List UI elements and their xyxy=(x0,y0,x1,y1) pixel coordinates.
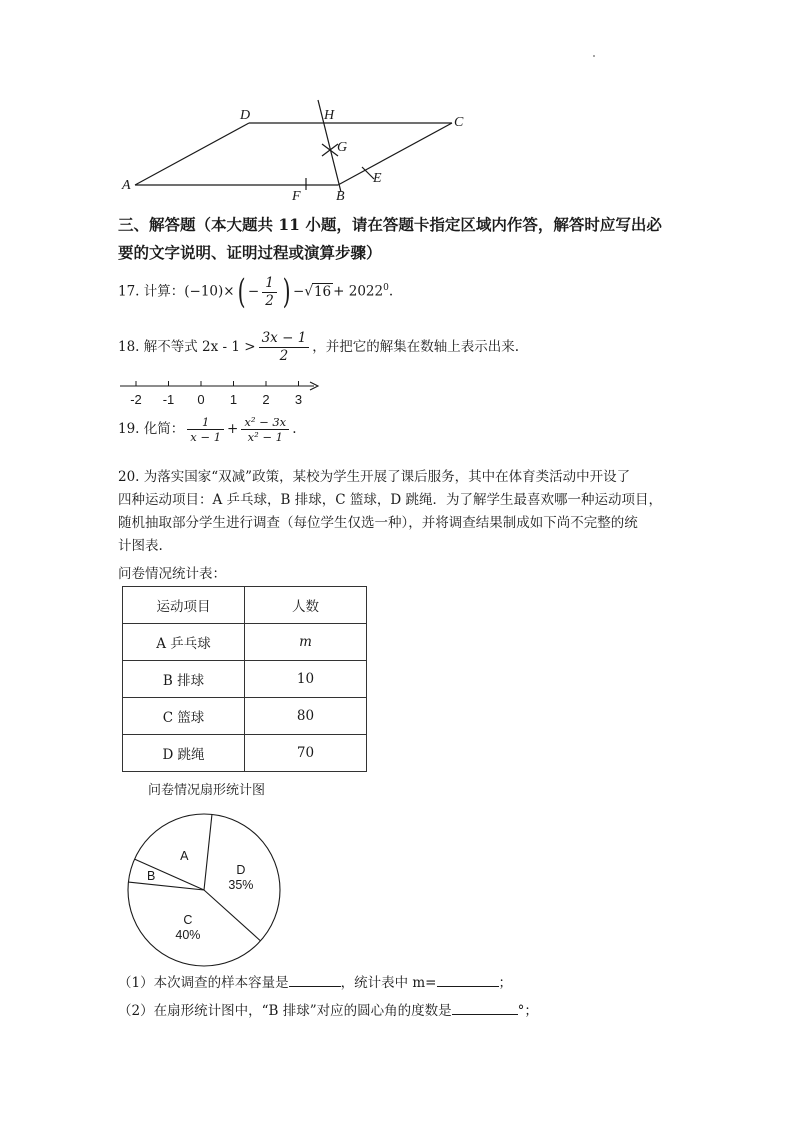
label-h: H xyxy=(324,108,335,123)
table-row xyxy=(123,624,367,661)
q18-fraction xyxy=(259,330,310,365)
q17-frac-num: 1 xyxy=(262,275,277,293)
pie-slice-label-b: B xyxy=(146,868,156,883)
label-d: D xyxy=(240,108,251,123)
subquestion-1 xyxy=(118,972,512,993)
q19-fraction1 xyxy=(187,415,224,444)
pie-slice-label-c: C xyxy=(183,913,193,928)
q17-paren-left: ( xyxy=(237,272,246,312)
number-line-label: 2 xyxy=(262,392,270,407)
question-20 xyxy=(118,466,678,558)
pie-slice-percent-c: 40% xyxy=(175,928,201,943)
q19-frac2-num: x² − 3x xyxy=(241,415,289,430)
label-c: C xyxy=(454,115,464,130)
pie-slice-boundary-a xyxy=(135,859,204,890)
pie-chart-title: 问卷情况扇形统计图 xyxy=(148,783,266,798)
subquestion-2 xyxy=(118,1000,538,1021)
segment-ad xyxy=(135,123,249,185)
q18-frac-num: 3x − 1 xyxy=(259,330,310,348)
table-row xyxy=(123,661,367,698)
pie-chart xyxy=(124,810,284,970)
sub2-blank-angle[interactable] xyxy=(452,1000,518,1015)
pie-slice-boundary-d xyxy=(204,814,212,890)
number-line-label: -2 xyxy=(130,392,142,407)
q18-suffix: ，并把它的解集在数轴上表示出来. xyxy=(312,339,520,355)
q17-plus-term: + 2022 xyxy=(333,283,384,300)
q18-frac-den: 2 xyxy=(279,348,289,364)
label-f: F xyxy=(292,189,301,204)
q19-frac2-den: x² − 1 xyxy=(247,430,283,444)
q19-fraction2 xyxy=(241,415,289,444)
table-header-item: 运动项目 xyxy=(123,587,245,624)
q19-prefix: 19. 化简： xyxy=(118,421,185,437)
section-title xyxy=(118,211,678,267)
sub1-text-c: ； xyxy=(498,975,512,991)
table-header-count: 人数 xyxy=(245,587,367,624)
label-a: A xyxy=(122,178,131,193)
q20-line3: 随机抽取部分学生进行调查（每位学生仅选一种），并将调查结果制成如下尚不完整的统 xyxy=(118,515,638,531)
q17-minus: − xyxy=(293,283,305,300)
pie-slice-boundary-c xyxy=(204,890,260,941)
q17-neg: − xyxy=(247,283,260,300)
scan-dot xyxy=(593,55,595,57)
q17-fraction xyxy=(262,275,277,310)
question-17 xyxy=(118,272,393,312)
q20-line2: 四种运动项目：A 乒乓球，B 排球，C 篮球，D 跳绳．为了解学生最喜欢哪一种运动项目， xyxy=(118,492,662,508)
q17-sqrt-symbol: √ xyxy=(304,283,313,300)
sub1-blank-sample-size[interactable] xyxy=(289,972,341,987)
number-line-label: 0 xyxy=(197,392,205,407)
section-title-line1: 三、解答题（本大题共 11 小题，请在答题卡指定区域内作答，解答时应写出必 xyxy=(118,215,662,234)
sub2-text-a: （2）在扇形统计图中，“B 排球”对应的圆心角的度数是 xyxy=(118,1003,452,1019)
pie-slice-label-d: D xyxy=(236,862,246,877)
sub1-text-b: ，统计表中 m= xyxy=(340,975,437,991)
table-cell-item: C 篮球 xyxy=(123,698,245,735)
pie-slice-label-a: A xyxy=(180,848,189,863)
sub1-blank-m[interactable] xyxy=(437,972,499,987)
q17-paren-right: ) xyxy=(282,272,291,312)
table-cell-count: m xyxy=(245,624,367,661)
table-cell-item: B 排球 xyxy=(123,661,245,698)
table-cell-count: 80 xyxy=(245,698,367,735)
sub1-text-a: （1）本次调查的样本容量是 xyxy=(118,975,289,991)
q19-end: . xyxy=(292,421,297,437)
number-line-label: 1 xyxy=(229,392,238,407)
table-row xyxy=(123,698,367,735)
number-line-label: -1 xyxy=(162,392,175,407)
sub2-text-b: °； xyxy=(517,1003,538,1019)
question-18 xyxy=(118,330,519,365)
q17-prefix: 17. 计算： xyxy=(118,283,185,300)
q20-line1: 20. 为落实国家“双减”政策，某校为学生开展了课后服务，其中在体育类活动中开设了 xyxy=(118,469,631,485)
q19-frac1-num: 1 xyxy=(187,415,224,430)
table-cell-item: D 跳绳 xyxy=(123,735,245,772)
pie-slice-percent-d: 35% xyxy=(228,877,254,892)
q17-sqrt-arg: 16 xyxy=(313,283,332,300)
table-caption: 问卷情况统计表： xyxy=(118,566,226,582)
q17-frac-den: 2 xyxy=(265,292,274,309)
segment-cb xyxy=(338,123,452,185)
label-g: G xyxy=(337,140,348,155)
parallelogram-figure xyxy=(110,92,490,204)
label-b: B xyxy=(336,189,345,204)
q19-frac1-den: x − 1 xyxy=(190,430,222,444)
section-title-line2: 要的文字说明、证明过程或演算步骤） xyxy=(118,243,382,262)
number-line-label: 3 xyxy=(294,392,303,407)
number-line xyxy=(118,375,328,411)
table-row xyxy=(123,735,367,772)
stats-table xyxy=(122,586,367,772)
q17-term1: (−10)× xyxy=(184,283,235,300)
q20-line4: 计图表. xyxy=(118,538,163,554)
table-cell-count: 70 xyxy=(245,735,367,772)
label-e: E xyxy=(373,171,382,186)
q17-end: . xyxy=(388,283,394,300)
question-19 xyxy=(118,415,296,444)
pie-slice-boundary-b xyxy=(128,882,204,890)
table-cell-count: 10 xyxy=(245,661,367,698)
table-cell-item: A 乒乓球 xyxy=(123,624,245,661)
table-header-row xyxy=(123,587,367,624)
q19-plus: + xyxy=(227,421,239,437)
q18-prefix: 18. 解不等式 2x - 1 > xyxy=(118,339,256,355)
q17-exponent: 0 xyxy=(383,283,389,293)
